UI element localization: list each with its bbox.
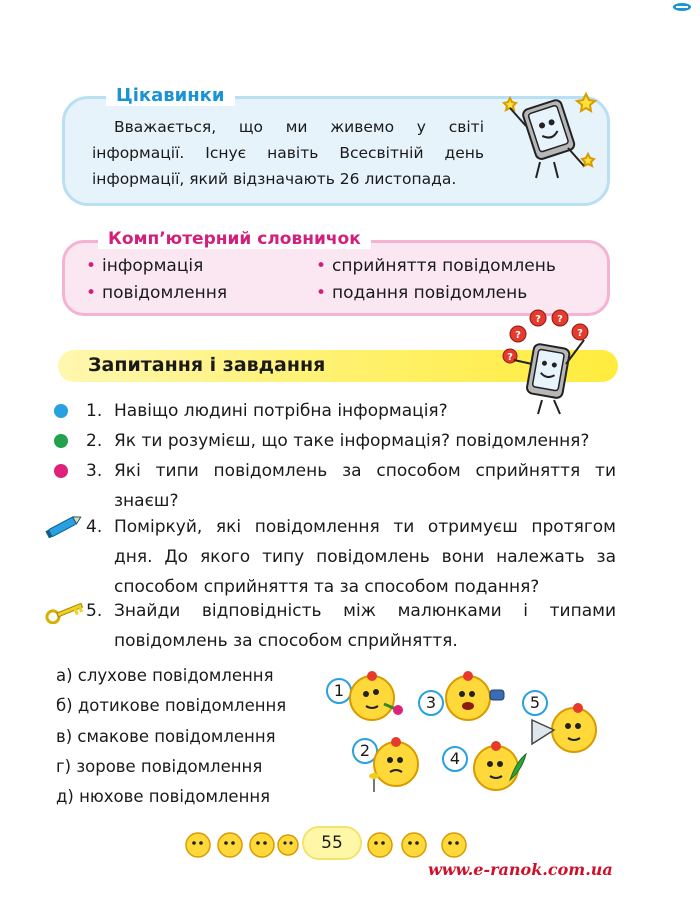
dictionary-item: • подання повідомлень [316, 283, 528, 303]
picture-number: 3 [418, 690, 444, 716]
publisher-website[interactable]: www.e-ranok.com.ua [428, 860, 613, 879]
question-item: 2. Як ти розумієш, що таке інформація? повідомлення? [86, 431, 590, 451]
picture-number: 1 [326, 678, 352, 704]
svg-text:?: ? [577, 328, 583, 339]
question-item: 1. Навіщо людині потрібна інформація? [86, 401, 448, 421]
tablet-mascot-illustration [496, 86, 602, 184]
answer-option: г) зорове повідомлення [56, 757, 263, 776]
question-item: 5. Знайди відповідність між малюнками і типами повідомлень за способом сприйняття. [86, 601, 616, 651]
svg-text:?: ? [535, 314, 541, 325]
smiley-listening-illustration [440, 668, 510, 726]
smiley-smelling-flower-illustration [344, 664, 406, 726]
answer-option: д) нюхове повідомлення [56, 787, 271, 806]
dictionary-item: • інформація [86, 256, 204, 276]
picture-number: 4 [442, 746, 468, 772]
svg-text:?: ? [557, 314, 563, 325]
dictionary-item: • повідомлення [86, 283, 228, 303]
fact-title: Цікавинки [106, 85, 235, 106]
answer-option: а) слухове повідомлення [56, 666, 274, 685]
question-item: 4. Поміркуй, які повідомлення ти отримуєш протягом дня. До якого типу повідомлень вони належать за способом сприйняття та за способом подання? [86, 517, 616, 597]
pink-dot-icon [54, 464, 68, 478]
questions-title: Запитання і завдання [88, 354, 326, 376]
dictionary-item: • сприйняття повідомлень [316, 256, 556, 276]
fact-text: Вважається, що ми живемо у світі інформації. Існує навіть Всесвітній день інформації, який відзначають 26 листопада. [92, 118, 484, 188]
picture-number: 2 [352, 738, 378, 764]
key-icon [44, 600, 86, 624]
footer-smileys-left-illustration [182, 828, 300, 862]
answer-option: б) дотикове повідомлення [56, 696, 287, 715]
publisher-logo [672, 2, 692, 12]
blue-dot-icon [54, 404, 68, 418]
smiley-with-megaphone-illustration [526, 700, 602, 760]
pencil-icon [44, 514, 84, 538]
footer-smileys-right-illustration [366, 828, 472, 862]
dictionary-box [62, 240, 610, 316]
svg-text:?: ? [507, 352, 513, 363]
smiley-tasting-illustration [364, 736, 426, 796]
page-number: 55 [302, 826, 362, 860]
green-dot-icon [54, 434, 68, 448]
svg-text:?: ? [515, 330, 521, 341]
dictionary-title: Комп’ютерний словничок [98, 229, 371, 249]
question-item: 3. Які типи повідомлень за способом сприйняття ти знаєш? [86, 461, 616, 511]
picture-number: 5 [522, 690, 548, 716]
answer-option: в) смакове повідомлення [56, 727, 276, 746]
smiley-with-plant-illustration [470, 740, 530, 798]
